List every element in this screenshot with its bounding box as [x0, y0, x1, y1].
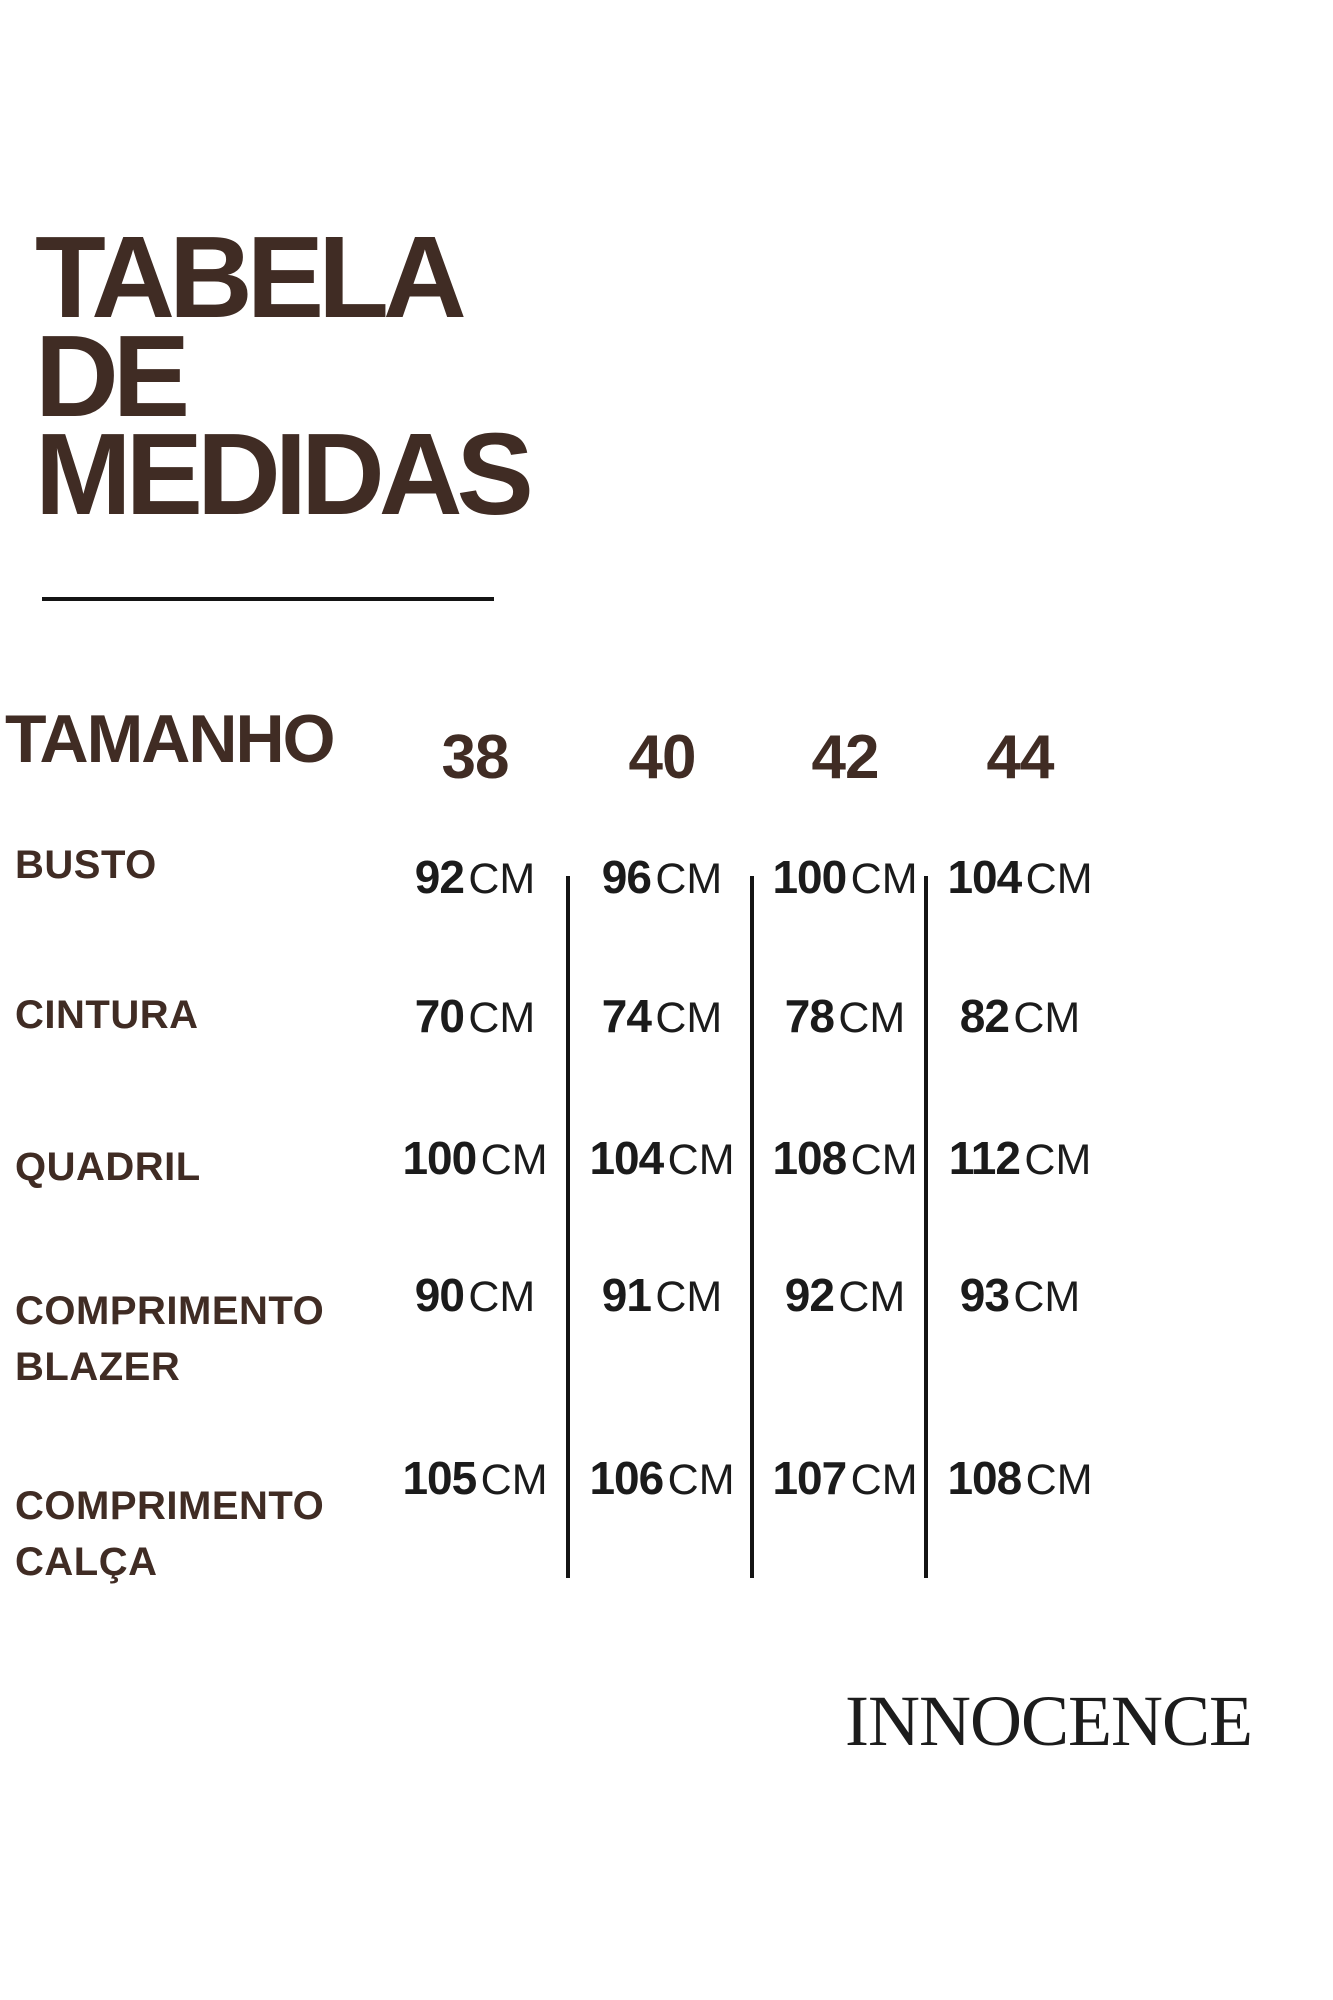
row-label-text: QUADRIL — [15, 1145, 201, 1189]
title-line-3: MEDIDAS — [35, 409, 528, 540]
measurement-value: 105 — [402, 1452, 477, 1504]
measurement-value: 82 — [959, 990, 1009, 1042]
measurement-unit: CM — [1025, 855, 1093, 903]
measurement-unit: CM — [655, 855, 723, 903]
measurement-cell — [589, 1134, 734, 1194]
measurement-cell — [785, 992, 906, 1052]
measurement-value: 108 — [772, 1132, 847, 1184]
measurement-cell — [402, 1134, 547, 1194]
measurement-value: 104 — [589, 1132, 664, 1184]
measurement-value: 100 — [772, 851, 847, 903]
title-line-1: TABELA — [35, 212, 461, 342]
measurement-unit: CM — [655, 1273, 723, 1321]
measurement-unit: CM — [1025, 1456, 1093, 1504]
title-underline — [42, 597, 494, 601]
page-title — [35, 212, 528, 540]
measurement-cell — [602, 1271, 723, 1331]
measurement-unit: CM — [667, 1136, 735, 1184]
measurement-cell — [402, 1454, 547, 1514]
measurement-unit: CM — [838, 1273, 906, 1321]
measurement-value: 93 — [959, 1269, 1009, 1321]
row-label-text: BLAZER — [15, 1345, 181, 1389]
row-label-comprimento-blazer — [15, 1283, 324, 1395]
measurement-value: 92 — [414, 851, 464, 903]
size-column-header-38: 38 — [441, 723, 509, 792]
row-label-text: CINTURA — [15, 993, 199, 1037]
row-label-cintura — [15, 987, 198, 1043]
brand-logo: INNOCENCE — [845, 1681, 1252, 1761]
measurement-cell — [772, 1454, 917, 1514]
measurement-unit: CM — [655, 994, 723, 1042]
row-label-text: COMPRIMENTO — [15, 1289, 325, 1333]
measurement-unit: CM — [850, 1136, 918, 1184]
measurement-value: 96 — [601, 851, 651, 903]
size-column-header-40: 40 — [628, 723, 696, 792]
measurement-unit: CM — [667, 1456, 735, 1504]
measurement-cell — [415, 853, 536, 913]
column-divider-1 — [566, 876, 570, 1578]
measurement-value: 74 — [601, 990, 651, 1042]
measurement-cell — [602, 853, 723, 913]
size-column-header-42: 42 — [811, 723, 879, 792]
measurement-value: 100 — [402, 1132, 477, 1184]
measurement-cell — [589, 1454, 734, 1514]
measurement-value: 107 — [772, 1452, 847, 1504]
measurement-value: 92 — [784, 1269, 834, 1321]
measurement-unit: CM — [850, 855, 918, 903]
title-line-2: DE — [35, 310, 185, 441]
measurement-value: 104 — [947, 851, 1022, 903]
measurement-unit: CM — [480, 1136, 548, 1184]
measurement-unit: CM — [480, 1456, 548, 1504]
row-label-busto — [15, 837, 157, 893]
measurement-value: 90 — [414, 1269, 464, 1321]
measurement-unit: CM — [1013, 994, 1081, 1042]
measurement-value: 78 — [784, 990, 834, 1042]
header-label-tamanho: TAMANHO — [5, 701, 334, 777]
measurement-cell — [415, 992, 536, 1052]
measurement-cell — [772, 1134, 917, 1194]
measurement-unit: CM — [1013, 1273, 1081, 1321]
measurement-cell — [415, 1271, 536, 1331]
measurement-unit: CM — [468, 1273, 536, 1321]
row-label-text: BUSTO — [15, 843, 157, 887]
measurement-cell — [772, 853, 917, 913]
column-divider-2 — [750, 876, 754, 1578]
measurement-value: 91 — [601, 1269, 651, 1321]
measurement-cell — [947, 1454, 1092, 1514]
measurement-unit: CM — [468, 994, 536, 1042]
measurement-unit: CM — [468, 855, 536, 903]
measurement-unit: CM — [1024, 1136, 1092, 1184]
column-divider-3 — [924, 876, 928, 1578]
row-label-text: CALÇA — [15, 1540, 158, 1584]
measurement-value: 112 — [948, 1132, 1020, 1184]
measurement-value: 108 — [947, 1452, 1022, 1504]
measurement-cell — [949, 1134, 1092, 1194]
row-label-quadril — [15, 1139, 201, 1195]
measurement-cell — [960, 1271, 1081, 1331]
measurement-cell — [947, 853, 1092, 913]
measurement-value: 106 — [589, 1452, 664, 1504]
row-label-text: COMPRIMENTO — [15, 1484, 325, 1528]
measurement-value: 70 — [414, 990, 464, 1042]
measurement-unit: CM — [850, 1456, 918, 1504]
measurement-cell — [960, 992, 1081, 1052]
size-column-header-44: 44 — [986, 723, 1054, 792]
measurement-unit: CM — [838, 994, 906, 1042]
row-label-comprimento-calca — [15, 1478, 324, 1590]
measurement-cell — [785, 1271, 906, 1331]
measurement-cell — [602, 992, 723, 1052]
